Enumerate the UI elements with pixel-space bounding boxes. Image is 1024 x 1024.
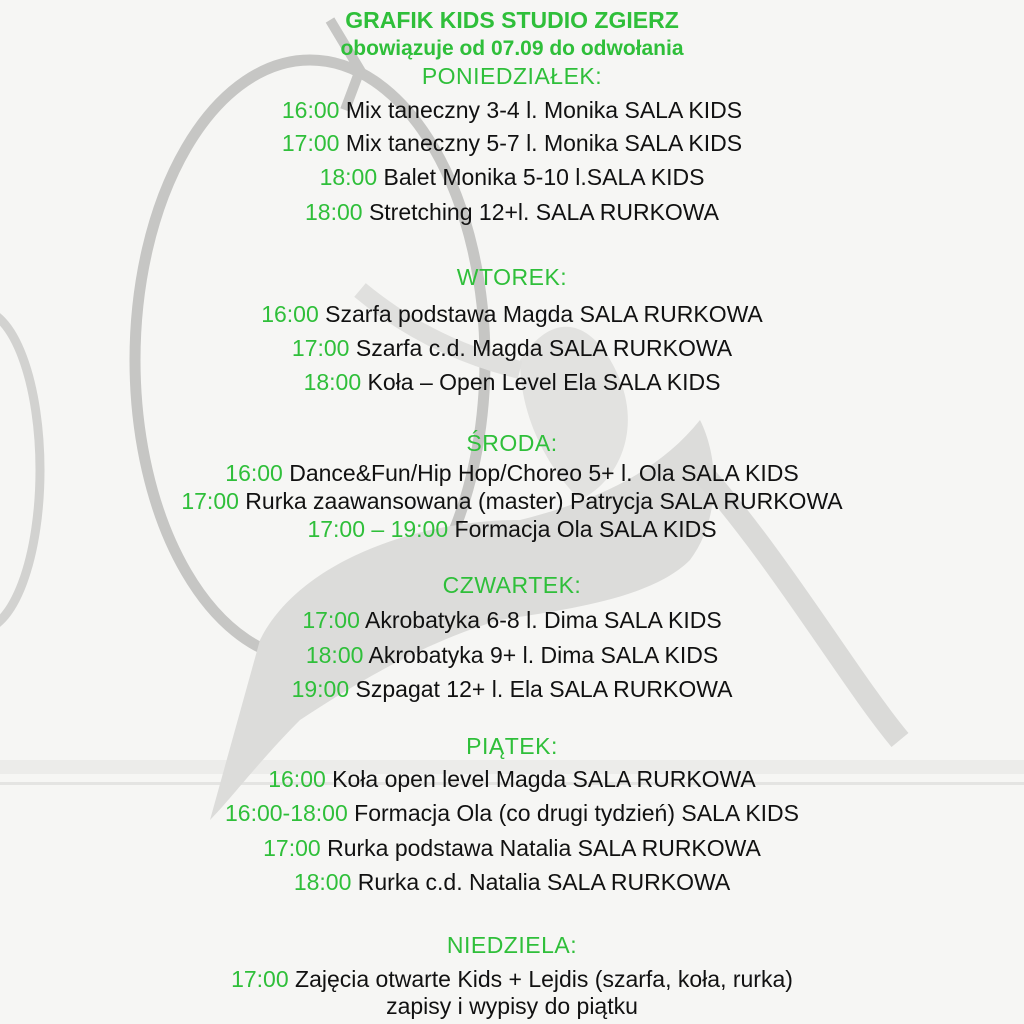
schedule-entry: 18:00 Akrobatyka 9+ l. Dima SALA KIDS: [305, 642, 719, 668]
day-heading: NIEDZIELA:: [446, 932, 578, 958]
schedule-entry: 18:00 Koła – Open Level Ela SALA KIDS: [303, 369, 721, 395]
schedule-entry: 17:00 – 19:00 Formacja Ola SALA KIDS: [307, 516, 717, 542]
schedule-entry: 16:00 Koła open level Magda SALA RURKOWA: [268, 766, 756, 792]
schedule-entry: 17:00 Szarfa c.d. Magda SALA RURKOWA: [291, 335, 733, 361]
schedule-entry: 16:00 Szarfa podstawa Magda SALA RURKOWA: [261, 301, 763, 327]
schedule-entry: 17:00 Zajęcia otwarte Kids + Lejdis (szarfa, koła, rurka): [231, 966, 793, 992]
schedule-entry: 17:00 Rurka podstawa Natalia SALA RURKOWA: [263, 835, 761, 861]
schedule-entry: 16:00-18:00 Formacja Ola (co drugi tydzień) SALA KIDS: [224, 800, 799, 826]
schedule-title: GRAFIK KIDS STUDIO ZGIERZ: [345, 7, 679, 33]
day-heading: PONIEDZIAŁEK:: [421, 63, 603, 89]
day-heading: ŚRODA:: [466, 430, 558, 456]
schedule-entry: 16:00 Mix taneczny 3-4 l. Monika SALA KIDS: [281, 97, 743, 123]
schedule-note: zapisy i wypisy do piątku: [386, 993, 638, 1019]
schedule-entry: 16:00 Dance&Fun/Hip Hop/Choreo 5+ l. Ola SALA KIDS: [225, 460, 799, 486]
schedule-subtitle: obowiązuje od 07.09 do odwołania: [340, 37, 684, 60]
day-heading: WTOREK:: [456, 264, 568, 290]
schedule-entry: 19:00 Szpagat 12+ l. Ela SALA RURKOWA: [291, 676, 733, 702]
schedule-entry: 17:00 Mix taneczny 5-7 l. Monika SALA KIDS: [281, 130, 743, 156]
schedule-entry: 17:00 Akrobatyka 6-8 l. Dima SALA KIDS: [302, 607, 722, 633]
schedule-entry: 18:00 Balet Monika 5-10 l.SALA KIDS: [319, 164, 705, 190]
day-heading: CZWARTEK:: [442, 572, 582, 598]
schedule-entry: 18:00 Rurka c.d. Natalia SALA RURKOWA: [293, 869, 731, 895]
schedule-entry: 17:00 Rurka zaawansowana (master) Patrycja SALA RURKOWA: [181, 488, 843, 514]
schedule-entry: 18:00 Stretching 12+l. SALA RURKOWA: [305, 199, 719, 225]
day-heading: PIĄTEK:: [466, 733, 558, 759]
